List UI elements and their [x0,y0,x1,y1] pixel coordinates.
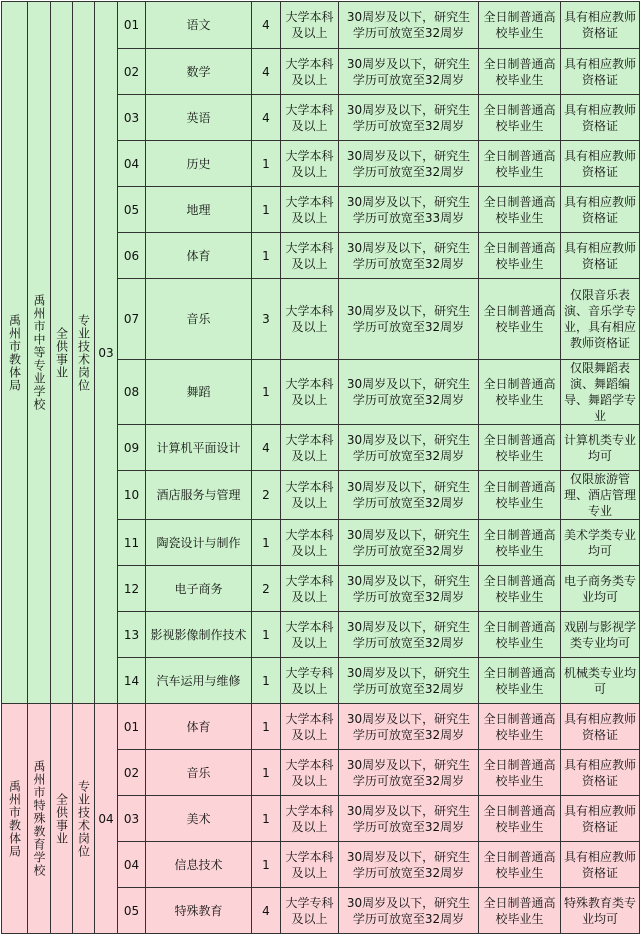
age-requirement-cell: 30周岁及以下，研究生学历可放宽至32周岁 [339,888,479,934]
subject-cell: 语文 [146,2,252,49]
age-requirement-cell: 30周岁及以下，研究生学历可放宽至32周岁 [339,704,479,750]
subject-cell: 特殊教育 [146,888,252,934]
count-cell: 4 [252,425,281,471]
education-cell: 大学专科及以上 [281,658,339,704]
count-cell: 4 [252,2,281,49]
other-requirement-cell: 具有相应教师资格证 [561,796,640,842]
other-requirement-cell: 具有相应教师资格证 [561,842,640,888]
count-cell: 2 [252,566,281,612]
other-requirement-cell: 具有相应教师资格证 [561,141,640,187]
subject-cell: 舞蹈 [146,360,252,425]
other-requirement-cell: 具有相应教师资格证 [561,95,640,141]
subject-cell: 信息技术 [146,842,252,888]
job-code-cell: 02 [118,49,146,95]
job-code-cell: 01 [118,704,146,750]
recruitment-table [1,1,640,934]
job-code-cell: 11 [118,520,146,566]
post-type-cell: 专业技术岗位 [73,704,95,934]
other-requirement-cell: 具有相应教师资格证 [561,187,640,233]
age-requirement-cell: 30周岁及以下，研究生学历可放宽至32周岁 [339,520,479,566]
other-requirement-cell: 仅限舞蹈表演、舞蹈编导、舞蹈学专业 [561,360,640,425]
study-form-cell: 全日制普通高校毕业生 [479,471,561,520]
study-form-cell: 全日制普通高校毕业生 [479,2,561,49]
age-requirement-cell: 30周岁及以下，研究生学历可放宽至32周岁 [339,141,479,187]
other-requirement-cell: 特殊教育类专业均可 [561,888,640,934]
post-type-cell: 专业技术岗位 [73,2,95,704]
study-form-cell: 全日制普通高校毕业生 [479,360,561,425]
age-requirement-cell: 30周岁及以下，研究生学历可放宽至32周岁 [339,95,479,141]
subject-cell: 影视影像制作技术 [146,612,252,658]
age-requirement-cell: 30周岁及以下，研究生学历可放宽至32周岁 [339,658,479,704]
education-cell: 大学本科及以上 [281,566,339,612]
education-cell: 大学本科及以上 [281,233,339,279]
job-code-cell: 07 [118,279,146,360]
study-form-cell: 全日制普通高校毕业生 [479,658,561,704]
education-cell: 大学本科及以上 [281,842,339,888]
job-code-cell: 03 [118,95,146,141]
age-requirement-cell: 30周岁及以下，研究生学历可放宽至32周岁 [339,796,479,842]
count-cell: 1 [252,796,281,842]
job-code-cell: 10 [118,471,146,520]
age-requirement-cell: 30周岁及以下，研究生学历可放宽至32周岁 [339,360,479,425]
education-cell: 大学本科及以上 [281,2,339,49]
subject-cell: 英语 [146,95,252,141]
other-requirement-cell: 具有相应教师资格证 [561,750,640,796]
table-row [2,704,640,750]
table-body [2,2,640,934]
education-cell: 大学本科及以上 [281,141,339,187]
subject-cell: 电子商务 [146,566,252,612]
school-cell: 禹州市特殊教育学校 [28,704,51,934]
other-requirement-cell: 美术学类专业均可 [561,520,640,566]
study-form-cell: 全日制普通高校毕业生 [479,888,561,934]
other-requirement-cell: 具有相应教师资格证 [561,704,640,750]
job-code-cell: 02 [118,750,146,796]
study-form-cell: 全日制普通高校毕业生 [479,566,561,612]
education-cell: 大学本科及以上 [281,279,339,360]
other-requirement-cell: 电子商务类专业均可 [561,566,640,612]
age-requirement-cell: 30周岁及以下，研究生学历可放宽至32周岁 [339,425,479,471]
job-code-cell: 04 [118,141,146,187]
other-requirement-cell: 具有相应教师资格证 [561,233,640,279]
count-cell: 1 [252,520,281,566]
subject-cell: 体育 [146,233,252,279]
study-form-cell: 全日制普通高校毕业生 [479,704,561,750]
age-requirement-cell: 30周岁及以下，研究生学历可放宽至32周岁 [339,279,479,360]
other-requirement-cell: 仅限旅游管理、酒店管理专业 [561,471,640,520]
job-code-cell: 08 [118,360,146,425]
job-code-cell: 06 [118,233,146,279]
education-cell: 大学本科及以上 [281,95,339,141]
age-requirement-cell: 30周岁及以下，研究生学历可放宽至32周岁 [339,750,479,796]
other-requirement-cell: 具有相应教师资格证 [561,2,640,49]
dept-cell: 禹州市教体局 [2,2,28,704]
job-code-cell: 13 [118,612,146,658]
nature-cell: 全供事业 [51,2,73,704]
education-cell: 大学本科及以上 [281,471,339,520]
job-code-cell: 09 [118,425,146,471]
subject-cell: 酒店服务与管理 [146,471,252,520]
dept-cell: 禹州市教体局 [2,704,28,934]
study-form-cell: 全日制普通高校毕业生 [479,141,561,187]
job-code-cell: 14 [118,658,146,704]
count-cell: 1 [252,360,281,425]
count-cell: 3 [252,279,281,360]
count-cell: 1 [252,141,281,187]
job-code-cell: 04 [118,842,146,888]
job-code-cell: 12 [118,566,146,612]
nature-cell: 全供事业 [51,704,73,934]
count-cell: 1 [252,842,281,888]
subject-cell: 计算机平面设计 [146,425,252,471]
job-code-cell: 03 [118,796,146,842]
study-form-cell: 全日制普通高校毕业生 [479,49,561,95]
job-code-cell: 05 [118,187,146,233]
other-requirement-cell: 具有相应教师资格证 [561,49,640,95]
subject-cell: 数学 [146,49,252,95]
job-code-cell: 05 [118,888,146,934]
count-cell: 1 [252,612,281,658]
count-cell: 1 [252,233,281,279]
education-cell: 大学专科及以上 [281,888,339,934]
other-requirement-cell: 机械类专业均可 [561,658,640,704]
count-cell: 1 [252,704,281,750]
study-form-cell: 全日制普通高校毕业生 [479,750,561,796]
count-cell: 4 [252,95,281,141]
study-form-cell: 全日制普通高校毕业生 [479,187,561,233]
subject-cell: 音乐 [146,750,252,796]
count-cell: 1 [252,187,281,233]
age-requirement-cell: 30周岁及以下，研究生学历可放宽至32周岁 [339,471,479,520]
education-cell: 大学本科及以上 [281,796,339,842]
age-requirement-cell: 30周岁及以下，研究生学历可放宽至32周岁 [339,49,479,95]
study-form-cell: 全日制普通高校毕业生 [479,612,561,658]
subject-cell: 历史 [146,141,252,187]
other-requirement-cell: 计算机类专业均可 [561,425,640,471]
table-row [2,2,640,49]
subject-cell: 体育 [146,704,252,750]
count-cell: 1 [252,658,281,704]
post-code-cell: 03 [95,2,118,704]
age-requirement-cell: 30周岁及以下，研究生学历可放宽至33周岁 [339,187,479,233]
age-requirement-cell: 30周岁及以下，研究生学历可放宽至32周岁 [339,842,479,888]
education-cell: 大学本科及以上 [281,49,339,95]
education-cell: 大学本科及以上 [281,187,339,233]
job-code-cell: 01 [118,2,146,49]
study-form-cell: 全日制普通高校毕业生 [479,520,561,566]
study-form-cell: 全日制普通高校毕业生 [479,425,561,471]
subject-cell: 地理 [146,187,252,233]
education-cell: 大学本科及以上 [281,612,339,658]
count-cell: 1 [252,750,281,796]
count-cell: 2 [252,471,281,520]
school-cell: 禹州市中等专业学校 [28,2,51,704]
education-cell: 大学本科及以上 [281,704,339,750]
education-cell: 大学本科及以上 [281,520,339,566]
other-requirement-cell: 戏剧与影视学类专业均可 [561,612,640,658]
education-cell: 大学本科及以上 [281,425,339,471]
subject-cell: 美术 [146,796,252,842]
subject-cell: 汽车运用与维修 [146,658,252,704]
study-form-cell: 全日制普通高校毕业生 [479,796,561,842]
subject-cell: 陶瓷设计与制作 [146,520,252,566]
study-form-cell: 全日制普通高校毕业生 [479,233,561,279]
study-form-cell: 全日制普通高校毕业生 [479,95,561,141]
count-cell: 4 [252,888,281,934]
post-code-cell: 04 [95,704,118,934]
count-cell: 4 [252,49,281,95]
education-cell: 大学本科及以上 [281,750,339,796]
subject-cell: 音乐 [146,279,252,360]
other-requirement-cell: 仅限音乐表演、音乐学专业，具有相应教师资格证 [561,279,640,360]
age-requirement-cell: 30周岁及以下，研究生学历可放宽至32周岁 [339,2,479,49]
education-cell: 大学本科及以上 [281,360,339,425]
age-requirement-cell: 30周岁及以下，研究生学历可放宽至32周岁 [339,612,479,658]
age-requirement-cell: 30周岁及以下，研究生学历可放宽至32周岁 [339,566,479,612]
age-requirement-cell: 30周岁及以下，研究生学历可放宽至32周岁 [339,233,479,279]
study-form-cell: 全日制普通高校毕业生 [479,842,561,888]
study-form-cell: 全日制普通高校毕业生 [479,279,561,360]
